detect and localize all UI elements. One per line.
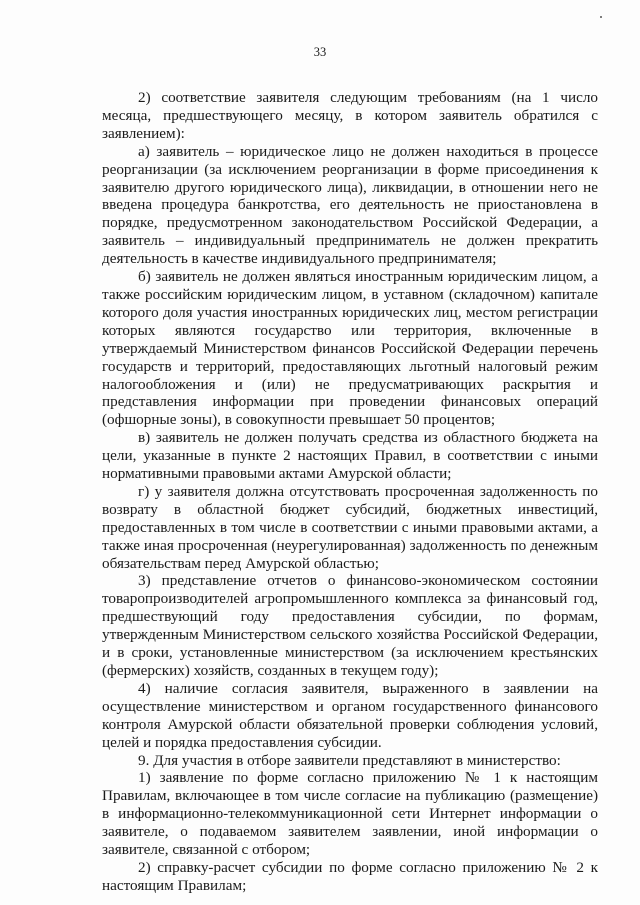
- paragraph-section-9-item-2: 2) справку-расчет субсидии по форме согласно приложению № 2 к настоящим Правилам;: [102, 858, 598, 894]
- page-number: 33: [313, 45, 327, 59]
- paragraph-item-a: а) заявитель – юридическое лицо не должен находиться в процессе реорганизации (за исключением реорганизации в форме присоединения к заявителю другого юридического лица), ликвидации, в отношении него не введена процедура банкротства, его деятельность не приостановлена в порядке, предусмотренном законодательством Российской Федерации, а заявитель – индивидуальный предприниматель не должен прекратить деятельность в качестве индивидуального предпринимателя;: [102, 142, 598, 268]
- paragraph-item-g: г) у заявителя должна отсутствовать просроченная задолженность по возврату в областной бюджет субсидий, бюджетных инвестиций, предоставленных в том числе в соответствии с иными правовыми актами, а также иная просроченная (неурегулированная) задолженность по денежным обязательствам перед Амурской областью;: [102, 482, 598, 572]
- paragraph-point-4: 4) наличие согласия заявителя, выраженного в заявлении на осуществление министерством и органом государственного финансового контроля Амурской области обязательной проверки соблюдения условий, целей и порядка предоставления субсидии.: [102, 679, 598, 751]
- paragraph-section-9: 9. Для участия в отборе заявители представляют в министерство:: [138, 751, 561, 769]
- scan-speck: [600, 16, 602, 18]
- document-body: [102, 89, 598, 895]
- paragraph-item-b: б) заявитель не должен являться иностранным юридическим лицом, а также российским юридическим лицом, в уставном (складочном) капитале которого доля участия иностранных юридических лиц, местом регистрации которых являются государство или территория, включенные в утверждаемый Министерством финансов Российской Федерации перечень государств и территорий, предоставляющих льготный налоговый режим налогообложения и (или) не предусматривающих раскрытия и представления информации при проведении финансовых операций (офшорные зоны), в совокупности превышает 50 процентов;: [102, 268, 598, 429]
- paragraph-point-3: 3) представление отчетов о финансово-экономическом состоянии товаропроизводителей агропромышленного комплекса за финансовый год, предшествующий году предоставления субсидии, по формам, утвержденным Министерством сельского хозяйства Российской Федерации, и в сроки, установленные министерством (за исключением крестьянских (фермерских) хозяйств, созданных в текущем году);: [102, 572, 598, 679]
- paragraph-section-9-item-1: 1) заявление по форме согласно приложению № 1 к настоящим Правилам, включающее в том числе согласие на публикацию (размещение) в информационно-телекоммуникационной сети Интернет информации о заявителе, о подаваемом заявителем заявлении, иной информации о заявителе, связанной с отбором;: [102, 769, 598, 859]
- paragraph-item-v: в) заявитель не должен получать средства из областного бюджета на цели, указанные в пункте 2 настоящих Правил, в соответствии с иными нормативными правовыми актами Амурской области;: [102, 429, 598, 483]
- paragraph-requirements-intro: 2) соответствие заявителя следующим требованиям (на 1 число месяца, предшествующего месяцу, в котором заявитель обратился с заявлением):: [102, 89, 598, 142]
